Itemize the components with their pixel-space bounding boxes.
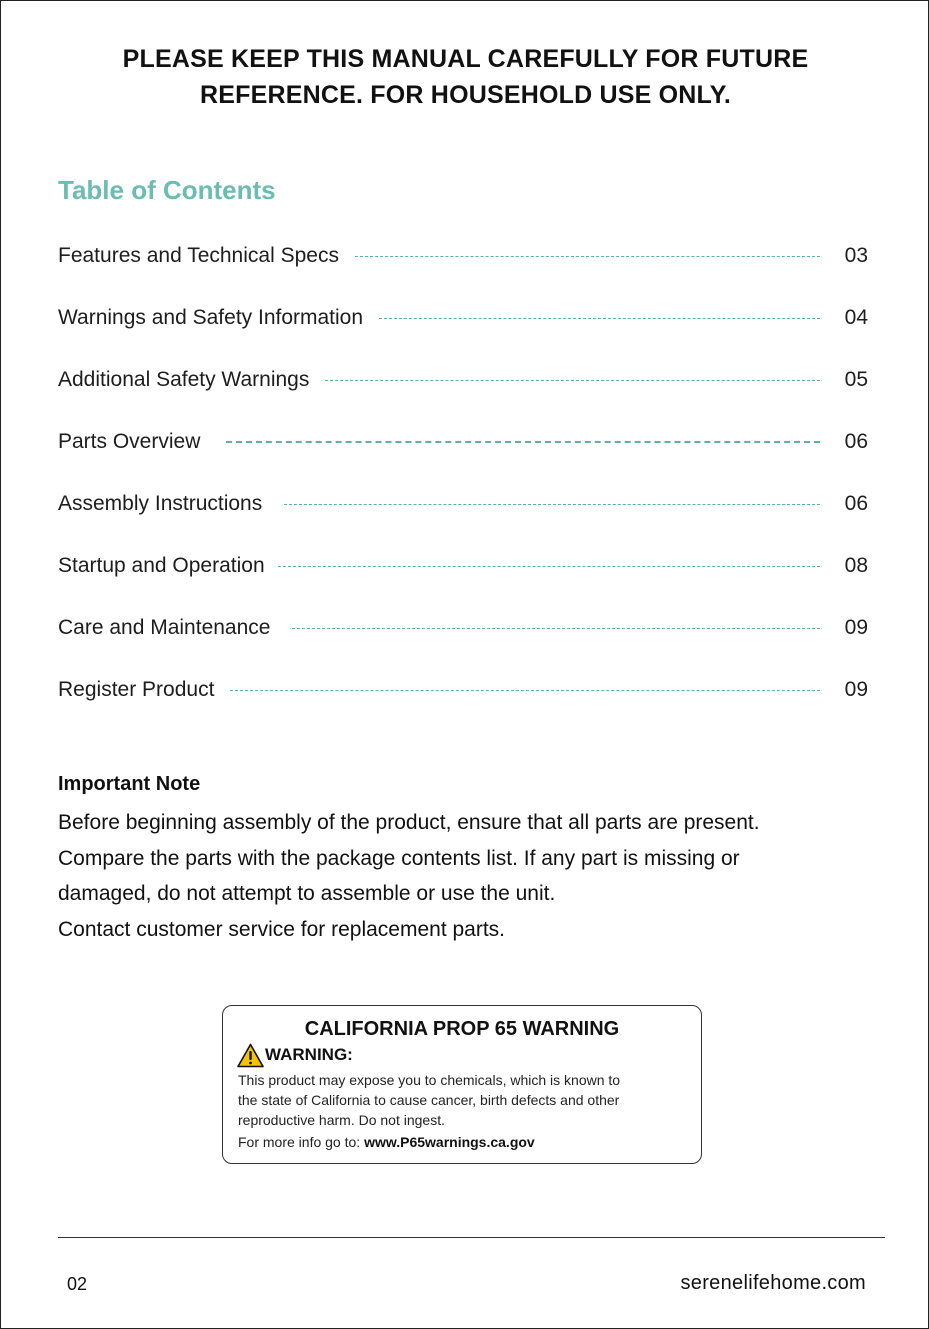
prop65-text [238, 1070, 698, 1130]
toc-entry-page: 06 [844, 492, 868, 515]
toc-entry-label: Assembly Instructions [58, 492, 263, 515]
note-line: Before beginning assembly of the product, ensure that all parts are present. [58, 811, 760, 834]
toc-entry-page: 03 [844, 244, 868, 267]
toc-entry-page: 09 [844, 678, 868, 701]
toc-entry-page: 08 [844, 554, 868, 577]
important-note-title: Important Note [58, 773, 201, 795]
toc-entry-label: Parts Overview [58, 430, 201, 453]
notice-line-2: REFERENCE. FOR HOUSEHOLD USE ONLY. [200, 81, 731, 109]
toc-leader [226, 441, 820, 443]
toc-entry[interactable] [58, 241, 868, 271]
prop65-info [238, 1134, 535, 1150]
toc-leader [284, 504, 820, 505]
prop65-warning-box [222, 1005, 702, 1164]
note-line: Compare the parts with the package contents list. If any part is missing or [58, 846, 740, 870]
prop65-title: CALIFORNIA PROP 65 WARNING [304, 1018, 620, 1040]
prop65-line: the state of California to cause cancer, birth defects and other [238, 1092, 620, 1108]
page-number: 02 [67, 1274, 88, 1294]
toc-leader [355, 256, 820, 257]
warning-label: WARNING: [265, 1045, 353, 1064]
toc-leader [325, 380, 820, 381]
notice-line-1: PLEASE KEEP THIS MANUAL CAREFULLY FOR FUTURE [122, 45, 809, 73]
toc-leader [379, 318, 820, 319]
toc-leader [292, 628, 820, 629]
important-note-body [58, 805, 858, 947]
prop65-warning-heading [237, 1042, 353, 1068]
note-line: damaged, do not attempt to assemble or use the unit. [58, 882, 556, 905]
prop65-line: reproductive harm. Do not ingest. [238, 1112, 445, 1128]
household-notice [61, 41, 870, 113]
toc-entry[interactable] [58, 489, 868, 519]
note-line: Contact customer service for replacement parts. [58, 917, 506, 941]
toc-entry[interactable] [58, 675, 868, 705]
toc-entry-page: 09 [844, 616, 868, 639]
website-link[interactable]: serenelifehome.com [680, 1272, 866, 1294]
toc-leader [278, 566, 820, 567]
toc-entry[interactable] [58, 613, 868, 643]
toc-entry-page: 05 [844, 368, 868, 391]
toc-title: Table of Contents [58, 175, 276, 205]
toc-entry-page: 04 [844, 306, 868, 329]
toc-entry-label: Startup and Operation [58, 554, 265, 577]
toc-entry-label: Care and Maintenance [58, 616, 271, 639]
toc-entry[interactable] [58, 551, 868, 581]
toc-entry-label: Additional Safety Warnings [58, 368, 310, 391]
warning-triangle-icon [237, 1043, 264, 1068]
prop65-link[interactable]: www.P65warnings.ca.gov [364, 1134, 535, 1150]
toc-entry[interactable] [58, 365, 868, 395]
footer-divider [58, 1237, 885, 1238]
prop65-info-prefix: For more info go to: [238, 1134, 365, 1150]
toc-entry-label: Warnings and Safety Information [58, 306, 364, 329]
toc-entry[interactable] [58, 303, 868, 333]
toc-entry-page: 06 [844, 430, 868, 453]
toc-entry[interactable] [58, 427, 868, 457]
toc-leader [230, 690, 820, 691]
prop65-line: This product may expose you to chemicals, which is known to [238, 1072, 621, 1088]
toc-entry-label: Register Product [58, 678, 215, 701]
toc-entry-label: Features and Technical Specs [58, 244, 339, 267]
